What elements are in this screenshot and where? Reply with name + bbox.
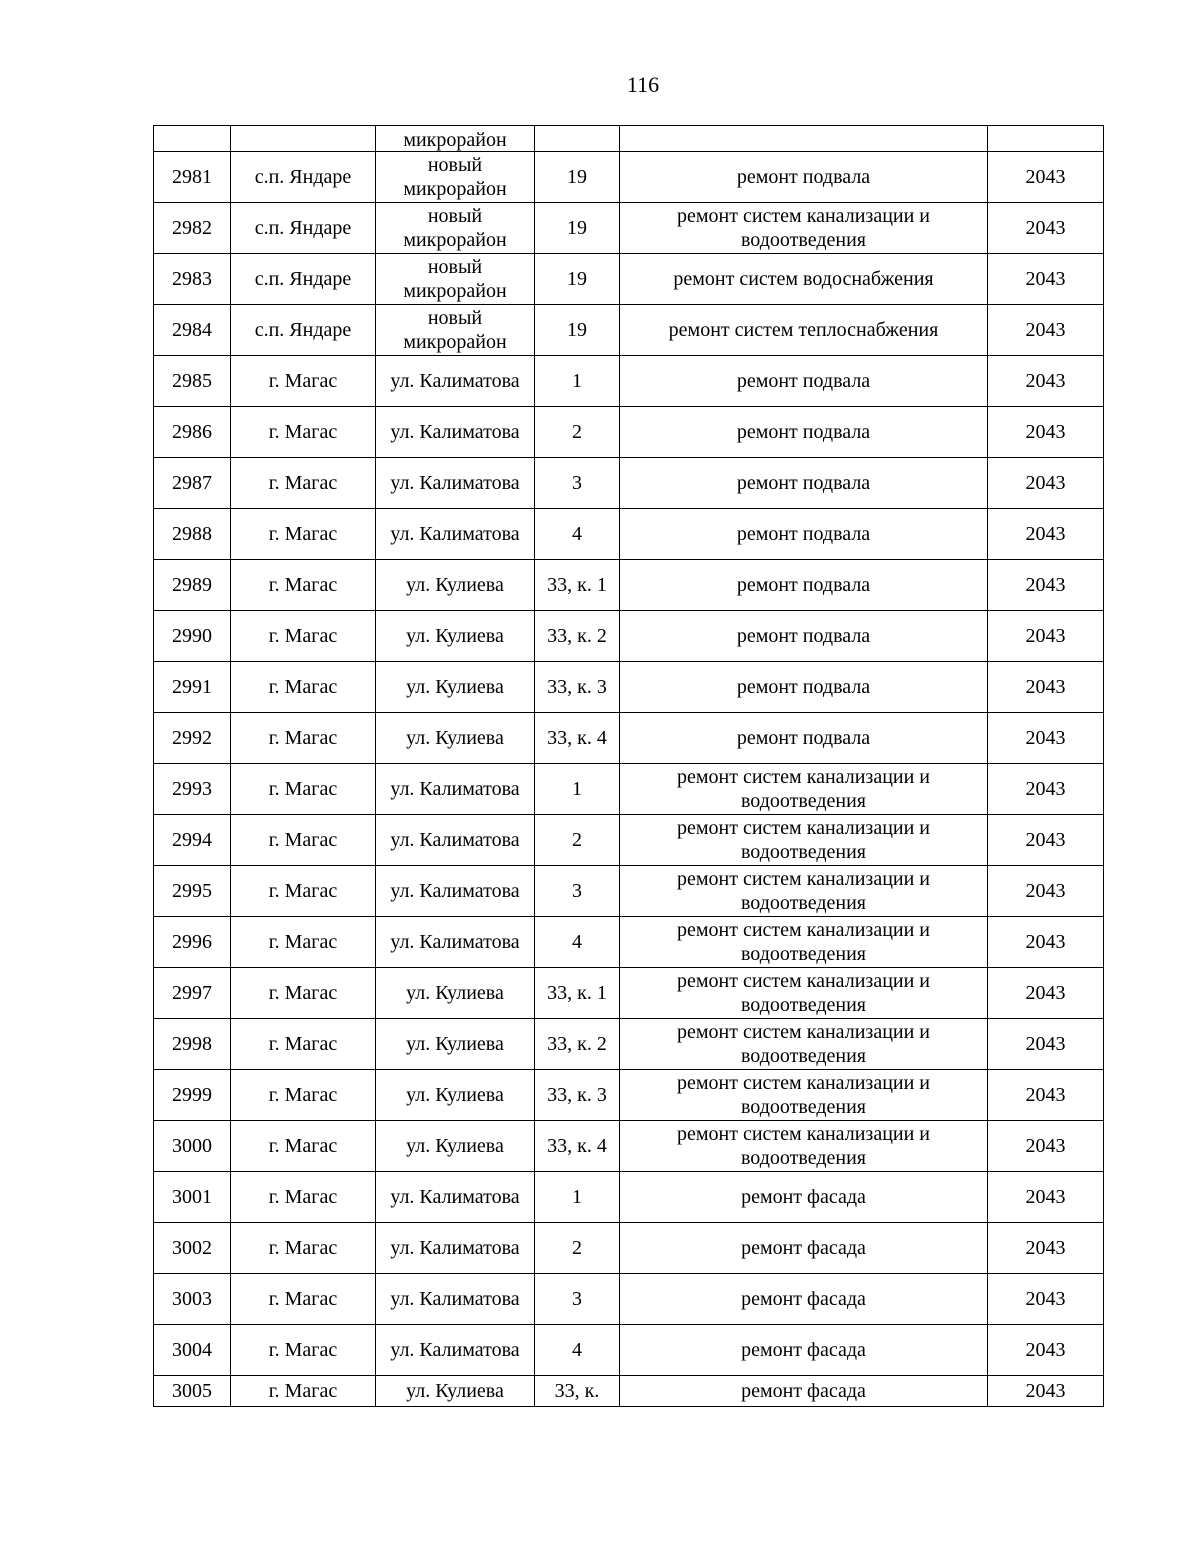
- cell-number: 2989: [154, 560, 231, 611]
- cell-street: новый микрорайон: [376, 152, 535, 203]
- cell-settlement: г. Магас: [231, 356, 376, 407]
- cell-work-type: ремонт систем канализации и водоотведения: [620, 1121, 988, 1172]
- cell-settlement: с.п. Яндаре: [231, 152, 376, 203]
- cell-work-type: ремонт подвала: [620, 356, 988, 407]
- cell-work-type: ремонт систем водоснабжения: [620, 254, 988, 305]
- cell-street: ул. Кулиева: [376, 611, 535, 662]
- cell-street: ул. Кулиева: [376, 560, 535, 611]
- cell-house: 3: [535, 458, 620, 509]
- table-body: [154, 126, 1104, 1407]
- cell-house: 3: [535, 866, 620, 917]
- cell-settlement: г. Магас: [231, 917, 376, 968]
- cell-year: 2043: [988, 662, 1104, 713]
- cell-year: 2043: [988, 917, 1104, 968]
- cell-year: 2043: [988, 1121, 1104, 1172]
- table-row: [154, 458, 1104, 509]
- table-row: [154, 1070, 1104, 1121]
- cell-work-type: ремонт подвала: [620, 152, 988, 203]
- cell-settlement: г. Магас: [231, 968, 376, 1019]
- cell-settlement: г. Магас: [231, 662, 376, 713]
- cell-number: 2987: [154, 458, 231, 509]
- cell-work-type: [620, 126, 988, 152]
- table-row: [154, 968, 1104, 1019]
- cell-number: 2996: [154, 917, 231, 968]
- cell-year: 2043: [988, 254, 1104, 305]
- table-row: [154, 713, 1104, 764]
- cell-work-type: ремонт фасада: [620, 1376, 988, 1407]
- cell-year: 2043: [988, 458, 1104, 509]
- table-row: [154, 917, 1104, 968]
- cell-year: 2043: [988, 203, 1104, 254]
- cell-street: ул. Калиматова: [376, 1172, 535, 1223]
- table-row: [154, 509, 1104, 560]
- cell-house: 1: [535, 1172, 620, 1223]
- table-row: [154, 815, 1104, 866]
- cell-house: 33, к. 1: [535, 968, 620, 1019]
- cell-house: 4: [535, 1325, 620, 1376]
- cell-work-type: ремонт фасада: [620, 1325, 988, 1376]
- cell-street: ул. Калиматова: [376, 1325, 535, 1376]
- cell-number: 3001: [154, 1172, 231, 1223]
- cell-work-type: ремонт подвала: [620, 713, 988, 764]
- cell-work-type: ремонт подвала: [620, 611, 988, 662]
- cell-number: 2997: [154, 968, 231, 1019]
- cell-house: 33, к. 4: [535, 713, 620, 764]
- cell-house: 19: [535, 203, 620, 254]
- cell-year: 2043: [988, 866, 1104, 917]
- cell-street: ул. Калиматова: [376, 1223, 535, 1274]
- cell-house: 33, к. 1: [535, 560, 620, 611]
- cell-work-type: ремонт систем канализации и водоотведения: [620, 1070, 988, 1121]
- cell-number: 2993: [154, 764, 231, 815]
- cell-house: 1: [535, 356, 620, 407]
- cell-settlement: с.п. Яндаре: [231, 203, 376, 254]
- cell-street: ул. Кулиева: [376, 662, 535, 713]
- cell-number: 2994: [154, 815, 231, 866]
- cell-work-type: ремонт фасада: [620, 1274, 988, 1325]
- cell-number: 3000: [154, 1121, 231, 1172]
- table-row: [154, 152, 1104, 203]
- cell-year: 2043: [988, 560, 1104, 611]
- cell-settlement: г. Магас: [231, 866, 376, 917]
- cell-settlement: г. Магас: [231, 1070, 376, 1121]
- cell-work-type: ремонт систем канализации и водоотведения: [620, 203, 988, 254]
- cell-year: 2043: [988, 815, 1104, 866]
- cell-street: новый микрорайон: [376, 305, 535, 356]
- cell-settlement: г. Магас: [231, 1223, 376, 1274]
- cell-house: 4: [535, 917, 620, 968]
- cell-house: 19: [535, 254, 620, 305]
- cell-year: 2043: [988, 1325, 1104, 1376]
- cell-work-type: ремонт фасада: [620, 1223, 988, 1274]
- cell-number: 2982: [154, 203, 231, 254]
- cell-number: 3003: [154, 1274, 231, 1325]
- cell-settlement: г. Магас: [231, 1274, 376, 1325]
- table-row: [154, 866, 1104, 917]
- cell-year: 2043: [988, 1274, 1104, 1325]
- cell-year: 2043: [988, 1223, 1104, 1274]
- cell-settlement: [231, 126, 376, 152]
- cell-street: ул. Кулиева: [376, 713, 535, 764]
- table-row: [154, 611, 1104, 662]
- cell-number: 2998: [154, 1019, 231, 1070]
- cell-work-type: ремонт систем канализации и водоотведения: [620, 917, 988, 968]
- cell-work-type: ремонт подвала: [620, 458, 988, 509]
- cell-street: ул. Калиматова: [376, 509, 535, 560]
- cell-work-type: ремонт подвала: [620, 662, 988, 713]
- table-row: [154, 764, 1104, 815]
- cell-work-type: ремонт систем канализации и водоотведения: [620, 866, 988, 917]
- cell-work-type: ремонт систем канализации и водоотведения: [620, 1019, 988, 1070]
- cell-house: 33, к. 2: [535, 611, 620, 662]
- cell-year: 2043: [988, 407, 1104, 458]
- table-row: [154, 1172, 1104, 1223]
- cell-house: 33, к.: [535, 1376, 620, 1407]
- table-row: [154, 1274, 1104, 1325]
- cell-street: ул. Калиматова: [376, 1274, 535, 1325]
- cell-number: 2984: [154, 305, 231, 356]
- cell-year: 2043: [988, 713, 1104, 764]
- cell-work-type: ремонт подвала: [620, 509, 988, 560]
- cell-street: ул. Кулиева: [376, 1070, 535, 1121]
- cell-number: 2990: [154, 611, 231, 662]
- cell-number: 2991: [154, 662, 231, 713]
- cell-year: 2043: [988, 764, 1104, 815]
- cell-house: 3: [535, 1274, 620, 1325]
- cell-work-type: ремонт подвала: [620, 560, 988, 611]
- cell-number: 2992: [154, 713, 231, 764]
- cell-work-type: ремонт систем теплоснабжения: [620, 305, 988, 356]
- cell-settlement: г. Магас: [231, 1325, 376, 1376]
- cell-settlement: г. Магас: [231, 815, 376, 866]
- cell-house: 19: [535, 152, 620, 203]
- cell-street: ул. Калиматова: [376, 764, 535, 815]
- cell-house: 2: [535, 1223, 620, 1274]
- table-row: [154, 560, 1104, 611]
- cell-number: 2999: [154, 1070, 231, 1121]
- table-row: [154, 356, 1104, 407]
- table-row: [154, 1223, 1104, 1274]
- table-row: [154, 1019, 1104, 1070]
- cell-street: ул. Калиматова: [376, 815, 535, 866]
- works-table: [153, 125, 1104, 1407]
- cell-year: 2043: [988, 1376, 1104, 1407]
- cell-settlement: г. Магас: [231, 560, 376, 611]
- cell-settlement: г. Магас: [231, 509, 376, 560]
- cell-settlement: г. Магас: [231, 1121, 376, 1172]
- cell-number: 2981: [154, 152, 231, 203]
- table-row: [154, 305, 1104, 356]
- cell-settlement: г. Магас: [231, 407, 376, 458]
- cell-street: ул. Кулиева: [376, 968, 535, 1019]
- cell-street: новый микрорайон: [376, 254, 535, 305]
- cell-street: ул. Кулиева: [376, 1121, 535, 1172]
- cell-year: 2043: [988, 152, 1104, 203]
- cell-number: 3004: [154, 1325, 231, 1376]
- cell-settlement: с.п. Яндаре: [231, 305, 376, 356]
- cell-number: 3002: [154, 1223, 231, 1274]
- table-row: [154, 407, 1104, 458]
- cell-settlement: г. Магас: [231, 611, 376, 662]
- cell-house: 33, к. 2: [535, 1019, 620, 1070]
- cell-work-type: ремонт систем канализации и водоотведения: [620, 815, 988, 866]
- cell-year: 2043: [988, 1070, 1104, 1121]
- cell-street: ул. Кулиева: [376, 1376, 535, 1407]
- continuation-row: [154, 126, 1104, 152]
- table-row: [154, 254, 1104, 305]
- cell-house: 33, к. 4: [535, 1121, 620, 1172]
- cell-work-type: ремонт систем канализации и водоотведения: [620, 968, 988, 1019]
- cell-house: 2: [535, 815, 620, 866]
- cell-settlement: г. Магас: [231, 1376, 376, 1407]
- cell-year: 2043: [988, 305, 1104, 356]
- cell-settlement: г. Магас: [231, 1172, 376, 1223]
- page-number: 116: [626, 72, 660, 97]
- table-row: [154, 1121, 1104, 1172]
- cell-street: ул. Калиматова: [376, 356, 535, 407]
- cell-house: 33, к. 3: [535, 662, 620, 713]
- cell-year: 2043: [988, 968, 1104, 1019]
- cell-year: 2043: [988, 611, 1104, 662]
- cell-work-type: ремонт фасада: [620, 1172, 988, 1223]
- cell-street: ул. Калиматова: [376, 407, 535, 458]
- cell-number: 2995: [154, 866, 231, 917]
- cell-number: 2985: [154, 356, 231, 407]
- cell-settlement: г. Магас: [231, 713, 376, 764]
- cell-street: ул. Калиматова: [376, 866, 535, 917]
- cell-year: 2043: [988, 1019, 1104, 1070]
- cell-settlement: г. Магас: [231, 764, 376, 815]
- cell-street: ул. Калиматова: [376, 917, 535, 968]
- cell-number: 2988: [154, 509, 231, 560]
- cell-year: 2043: [988, 509, 1104, 560]
- cell-house: 33, к. 3: [535, 1070, 620, 1121]
- cell-work-type: ремонт систем канализации и водоотведения: [620, 764, 988, 815]
- cell-street: ул. Калиматова: [376, 458, 535, 509]
- cell-house: 4: [535, 509, 620, 560]
- cell-house: [535, 126, 620, 152]
- cell-year: [988, 126, 1104, 152]
- cell-number: 2983: [154, 254, 231, 305]
- table-row: [154, 1376, 1104, 1407]
- cell-street: ул. Кулиева: [376, 1019, 535, 1070]
- cell-number: 2986: [154, 407, 231, 458]
- cell-year: 2043: [988, 1172, 1104, 1223]
- cell-settlement: г. Магас: [231, 1019, 376, 1070]
- cell-street: микрорайон: [376, 126, 535, 152]
- cell-work-type: ремонт подвала: [620, 407, 988, 458]
- cell-year: 2043: [988, 356, 1104, 407]
- cell-settlement: с.п. Яндаре: [231, 254, 376, 305]
- cell-house: 1: [535, 764, 620, 815]
- table-row: [154, 203, 1104, 254]
- cell-settlement: г. Магас: [231, 458, 376, 509]
- cell-number: 3005: [154, 1376, 231, 1407]
- table-row: [154, 662, 1104, 713]
- cell-house: 19: [535, 305, 620, 356]
- cell-street: новый микрорайон: [376, 203, 535, 254]
- cell-number: [154, 126, 231, 152]
- cell-house: 2: [535, 407, 620, 458]
- table-row: [154, 1325, 1104, 1376]
